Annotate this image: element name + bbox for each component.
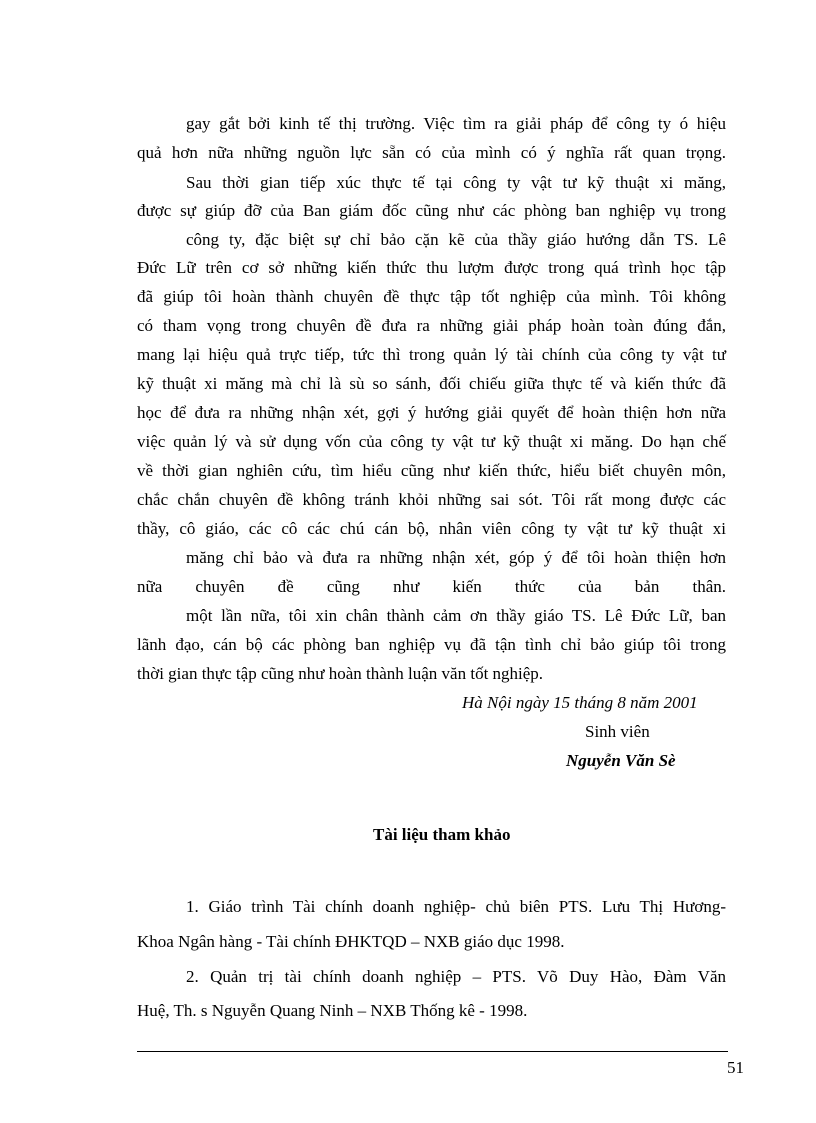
body-line: chắc chắn chuyên đề không tránh khỏi những sai sót. Tôi rất mong được các [137, 490, 726, 509]
page-number: 51 [727, 1058, 744, 1077]
body-line: có tham vọng trong chuyên đề đưa ra những giải pháp hoàn toàn đúng đắn, [137, 316, 726, 335]
body-line: đã giúp tôi hoàn thành chuyên đề thực tập tốt nghiệp của mình. Tôi không [137, 287, 726, 306]
references-heading: Tài liệu tham khảo [373, 825, 511, 844]
body-line: mang lại hiệu quả trực tiếp, tức thì trong quản lý tài chính của công ty vật tư [137, 345, 726, 364]
body-line: nữa chuyên đề cũng như kiến thức của bản thân. [137, 577, 726, 596]
signature-role: Sinh viên [585, 722, 650, 741]
body-line: thầy, cô giáo, các cô các chú cán bộ, nhân viên công ty vật tư kỹ thuật xi [137, 519, 726, 538]
reference-item-line: Huệ, Th. s Nguyễn Quang Ninh – NXB Thống kê - 1998. [137, 1001, 528, 1020]
body-line: quả hơn nữa những nguồn lực sẵn có của mình có ý nghĩa rất quan trọng. [137, 143, 726, 162]
body-line: Sau thời gian tiếp xúc thực tế tại công ty vật tư kỹ thuật xi măng, [186, 173, 726, 192]
body-line: thời gian thực tập cũng như hoàn thành luận văn tốt nghiệp. [137, 664, 544, 683]
body-line: măng chỉ bảo và đưa ra những nhận xét, góp ý để tôi hoàn thiện hơn [186, 548, 726, 567]
reference-item-line: 2. Quản trị tài chính doanh nghiệp – PTS. Võ Duy Hào, Đàm Văn [186, 967, 726, 986]
body-line: học để đưa ra những nhận xét, gợi ý hướng giải quyết để hoàn thiện hơn nữa [137, 403, 726, 422]
signature-name: Nguyễn Văn Sè [566, 751, 676, 770]
reference-item-line: Khoa Ngân hàng - Tài chính ĐHKTQD – NXB giáo dục 1998. [137, 932, 565, 951]
signature-date: Hà Nội ngày 15 tháng 8 năm 2001 [462, 693, 698, 712]
body-line: công ty, đặc biệt sự chỉ bảo cặn kẽ của thầy giáo hướng dẫn TS. Lê [186, 230, 726, 249]
body-line: việc quản lý và sử dụng vốn của công ty vật tư kỹ thuật xi măng. Do hạn chế [137, 432, 726, 451]
body-line: được sự giúp đỡ của Ban giám đốc cũng như các phòng ban nghiệp vụ trong [137, 201, 726, 220]
body-line: về thời gian nghiên cứu, tìm hiểu cũng như kiến thức, hiểu biết chuyên môn, [137, 461, 726, 480]
reference-item-line: 1. Giáo trình Tài chính doanh nghiệp- chủ biên PTS. Lưu Thị Hương- [186, 897, 726, 916]
body-line: lãnh đạo, cán bộ các phòng ban nghiệp vụ đã tận tình chỉ bảo giúp tôi trong [137, 635, 726, 654]
body-line: Đức Lữ trên cơ sở những kiến thức thu lượm được trong quá trình học tập [137, 258, 726, 277]
body-line: gay gắt bởi kinh tế thị trường. Việc tìm ra giải pháp để công ty ó hiệu [186, 114, 726, 133]
body-line: một lần nữa, tôi xin chân thành cảm ơn thầy giáo TS. Lê Đức Lữ, ban [186, 606, 726, 625]
body-line: kỹ thuật xi măng mà chỉ là sù so sánh, đối chiếu giữa thực tế và kiến thức đã [137, 374, 726, 393]
footer-rule [137, 1051, 728, 1052]
